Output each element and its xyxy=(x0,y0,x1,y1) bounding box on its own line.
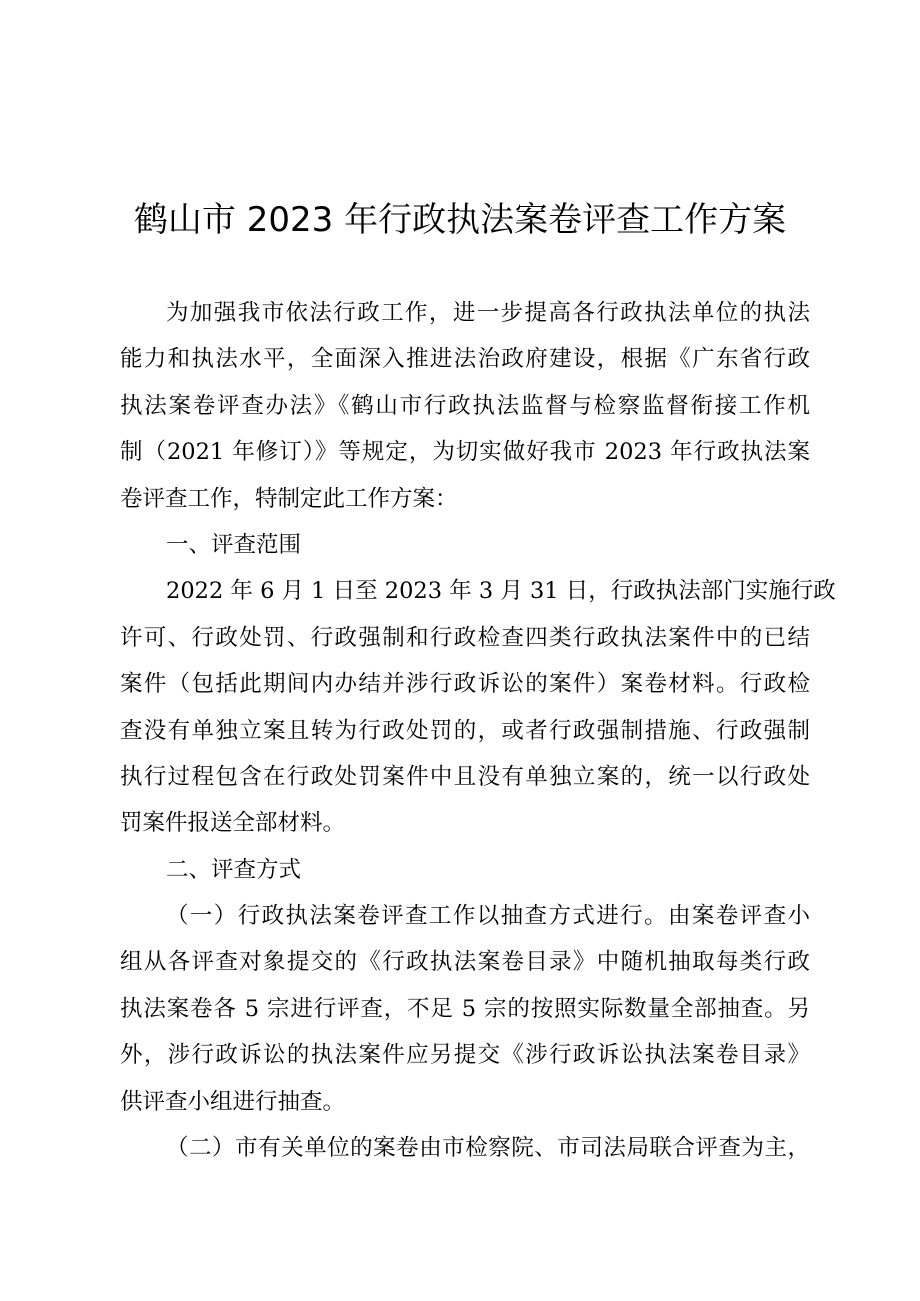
paragraph-line: 案件（包括此期间内办结并涉行政诉讼的案件）案卷材料。行政检 xyxy=(120,671,810,698)
paragraph-line: 供评查小组进行抽查。 xyxy=(120,1088,346,1115)
document-body xyxy=(120,290,836,1171)
section-heading: 一、评查范围 xyxy=(166,531,302,558)
paragraph-line: 卷评查工作，特制定此工作方案： xyxy=(120,485,458,512)
paragraph-line: （二）市有关单位的案卷由市检察院、市司法局联合评查为主， xyxy=(166,1135,810,1162)
paragraph-line: 罚案件报送全部材料。 xyxy=(120,810,346,837)
document-title: 鹤山市 2023 年行政执法案卷评查工作方案 xyxy=(133,200,787,240)
paragraph-line: 为加强我市依法行政工作，进一步提高各行政执法单位的执法 xyxy=(166,300,810,326)
paragraph-line: 执法案卷各 5 宗进行评查，不足 5 宗的按照实际数量全部抽查。另 xyxy=(120,995,810,1022)
paragraph-line: 执行过程包含在行政处罚案件中且没有单独立案的，统一以行政处 xyxy=(120,763,810,790)
paragraph-line: 许可、行政处罚、行政强制和行政检查四类行政执法案件中的已结 xyxy=(120,624,810,651)
paragraph-line: 外，涉行政诉讼的执法案件应另提交《涉行政诉讼执法案卷目录》 xyxy=(120,1042,810,1069)
section-heading: 二、评查方式 xyxy=(166,856,302,883)
paragraph-line: （一）行政执法案卷评查工作以抽查方式进行。由案卷评查小 xyxy=(166,903,810,930)
paragraph-line: 制（2021 年修订）》等规定，为切实做好我市 2023 年行政执法案 xyxy=(120,439,810,466)
paragraph-line: 能力和执法水平，全面深入推进法治政府建设，根据《广东省行政 xyxy=(120,346,810,373)
paragraph-line: 执法案卷评查办法》《鹤山市行政执法监督与检察监督衔接工作机 xyxy=(120,392,810,419)
paragraph-line: 2022 年 6 月 1 日至 2023 年 3 月 31 日，行政执法部门实施行政 xyxy=(166,578,836,605)
paragraph-line: 查没有单独立案且转为行政处罚的，或者行政强制措施、行政强制 xyxy=(120,717,810,744)
paragraph-line: 组从各评查对象提交的《行政执法案卷目录》中随机抽取每类行政 xyxy=(120,949,810,976)
